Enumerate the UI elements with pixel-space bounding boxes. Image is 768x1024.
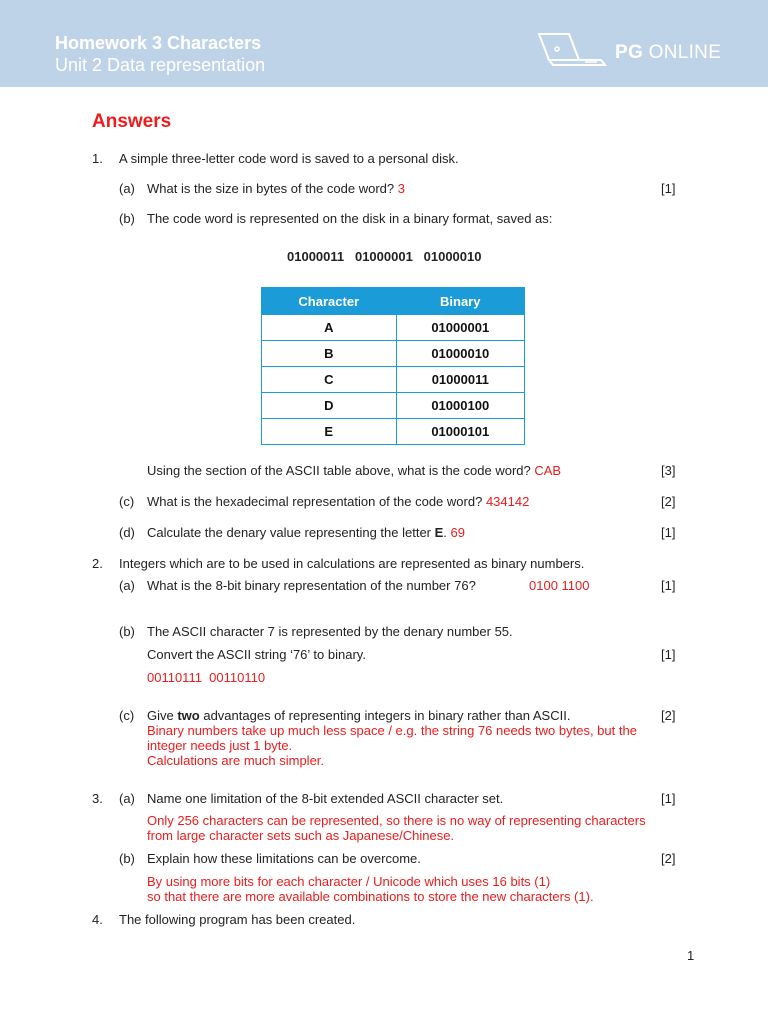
table-row <box>262 393 525 419</box>
q2c-answer-line2: integer needs just 1 byte. <box>147 738 293 753</box>
page-header <box>0 0 768 87</box>
q2c-answer-line3: Calculations are much simpler. <box>147 753 325 768</box>
q1a-mark: [1] <box>661 181 676 196</box>
q3b-answer-line2: so that there are more available combinations to store the new characters (1). <box>147 889 594 904</box>
table-cell: B <box>262 341 397 367</box>
q3a-question: Name one limitation of the 8-bit extended ASCII character set. <box>147 791 504 806</box>
page-number: 1 <box>687 948 695 963</box>
table-row <box>262 341 525 367</box>
q2b-label: (b) <box>119 624 135 639</box>
laptop-icon <box>535 32 610 74</box>
q2b-mark: [1] <box>661 647 676 662</box>
q2a-question: What is the 8-bit binary representation of the number 76? <box>147 578 476 593</box>
q2c-answer-line1: Binary numbers take up much less space / e.g. the string 76 needs two bytes, but the <box>147 723 637 738</box>
q3a-label: (a) <box>119 791 135 806</box>
table-row <box>262 367 525 393</box>
table-cell: 01000010 <box>396 341 524 367</box>
pg-online-logo <box>535 32 735 72</box>
q1b-text: The code word is represented on the disk in a binary format, saved as: <box>147 211 553 226</box>
logo-wordmark: PG ONLINE <box>615 42 722 63</box>
q4-text: The following program has been created. <box>119 912 356 927</box>
q1d-mark: [1] <box>661 525 676 540</box>
q2-text: Integers which are to be used in calculations are represented as binary numbers. <box>119 556 585 571</box>
table-row <box>262 315 525 341</box>
q3a-mark: [1] <box>661 791 676 806</box>
table-cell: 01000001 <box>396 315 524 341</box>
q2a-mark: [1] <box>661 578 676 593</box>
document-subtitle: Unit 2 Data representation <box>55 55 266 75</box>
q1-text: A simple three-letter code word is saved to a personal disk. <box>119 151 459 166</box>
q1c-label: (c) <box>119 494 135 509</box>
q1d-label: (d) <box>119 525 135 540</box>
q2c-mark: [2] <box>661 708 676 723</box>
q1c-question: What is the hexadecimal representation of the code word? 434142 <box>147 494 530 509</box>
q2b-text2: Convert the ASCII string ‘76’ to binary. <box>147 647 366 662</box>
q2a-answer: 0100 1100 <box>529 578 590 593</box>
q1-number: 1. <box>92 151 103 166</box>
q3-number: 3. <box>92 791 103 806</box>
q1a-label: (a) <box>119 181 135 196</box>
q3b-mark: [2] <box>661 851 676 866</box>
table-cell: 01000011 <box>396 367 524 393</box>
q1a-question: What is the size in bytes of the code word? 3 <box>147 181 405 196</box>
table-cell: C <box>262 367 397 393</box>
q2b-text1: The ASCII character 7 is represented by the denary number 55. <box>147 624 513 639</box>
q1a-answer: 3 <box>397 181 405 196</box>
table-cell: 01000101 <box>396 419 524 445</box>
ascii-table <box>261 287 525 445</box>
q4-number: 4. <box>92 912 103 927</box>
q2c-question: Give two advantages of representing integers in binary rather than ASCII. <box>147 708 571 723</box>
document-title: Homework 3 Characters <box>55 33 262 53</box>
q2-number: 2. <box>92 556 103 571</box>
table-row <box>262 419 525 445</box>
q3b-question: Explain how these limitations can be overcome. <box>147 851 421 866</box>
table-cell: E <box>262 419 397 445</box>
q1c-mark: [2] <box>661 494 676 509</box>
q3b-answer-line1: By using more bits for each character / Unicode which uses 16 bits (1) <box>147 874 551 889</box>
q1b-mark: [3] <box>661 463 676 478</box>
q2b-answer: 00110111 00110110 <box>147 670 266 685</box>
answers-heading: Answers <box>92 111 172 132</box>
q1c-answer: 434142 <box>485 494 530 509</box>
q2a-label: (a) <box>119 578 135 593</box>
q3a-answer-line1: Only 256 characters can be represented, so there is no way of representing characters <box>147 813 646 828</box>
table-cell: D <box>262 393 397 419</box>
q3a-answer-line2: from large character sets such as Japanese/Chinese. <box>147 828 455 843</box>
q1d-answer: 69 <box>450 525 466 540</box>
table-header-binary: Binary <box>396 288 524 315</box>
table-cell: 01000100 <box>396 393 524 419</box>
q3b-label: (b) <box>119 851 135 866</box>
binary-code-word: 01000011 01000001 01000010 <box>287 249 482 264</box>
q1b-label: (b) <box>119 211 135 226</box>
table-header-character: Character <box>262 288 397 315</box>
table-cell: A <box>262 315 397 341</box>
q1b-answer: CAB <box>534 463 562 478</box>
q1b-question: Using the section of the ASCII table above, what is the code word? CAB <box>147 463 562 478</box>
q2c-label: (c) <box>119 708 135 723</box>
q1d-question: Calculate the denary value representing the letter E. 69 <box>147 525 466 540</box>
